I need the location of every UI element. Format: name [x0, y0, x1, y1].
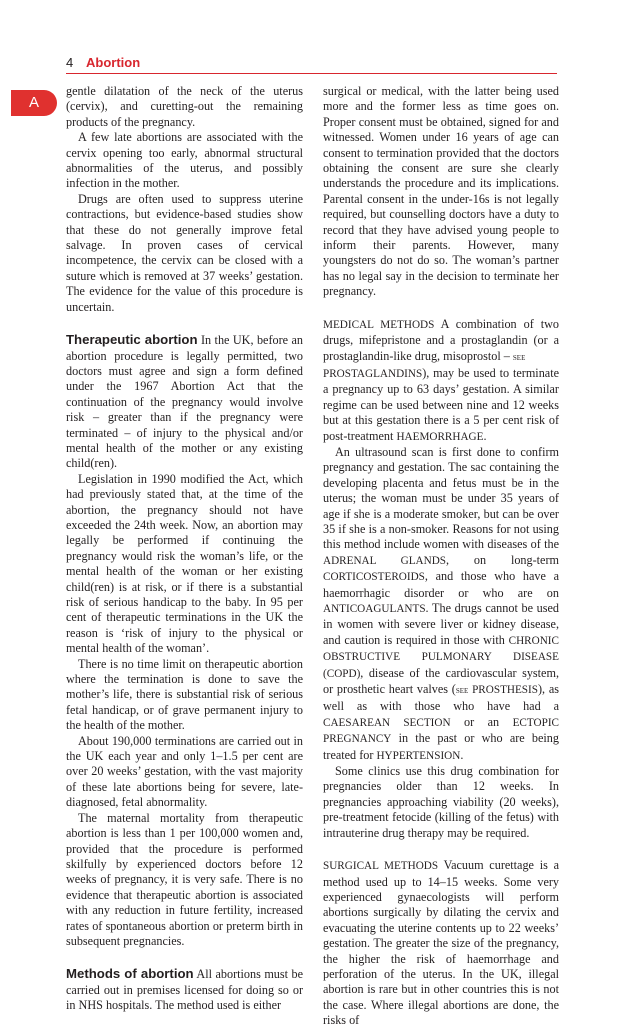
paragraph: The maternal mortality from therapeutic abortion is less than 1 per 100,000 women and, provided that the procedure is performed skilfully by experienced doctors before 12 weeks of pregnancy, it is very safe. There is no evidence that therapeutic abortion is associated with any reduction in future fertility, increased rates of spontaneous abortion or preterm birth in subsequent pregnancies.	[66, 810, 303, 948]
subheading-medical-methods: MEDICAL METHODS	[323, 318, 435, 331]
cross-reference: HAEMORRHAGE	[396, 430, 484, 443]
paragraph: A few late abortions are associated with the cervix opening too early, abnormal structural abnormalities of the uterus, and possibly infection in the mother.	[66, 130, 303, 191]
cross-reference: ADRENAL GLANDS	[323, 554, 447, 567]
paragraph: gentle dilatation of the neck of the uterus (cervix), and curetting-out the remaining products of the pregnancy.	[66, 84, 303, 129]
cross-reference: CAESAREAN SECTION	[323, 716, 451, 729]
paragraph: Methods of abortion All abortions must be carried out in premises licensed for doing so or in NHS hospitals. The method used is either	[66, 966, 304, 1013]
paragraph: SURGICAL METHODS Vacuum curettage is a method used up to 14–15 weeks. Some very experienced gynaecologists will perform abortions surgically by dilating the cervix and evacuating the uterine contents up to 22 weeks’ gestation. The greater the size of the pregnancy, the higher the risk of haemorrhage and perforation of the uterus. In the UK, illegal abortion is rare but in other countries this is not the case. Where illegal abortions are done, the risks of	[323, 858, 559, 1028]
paragraph: There is no time limit on therapeutic abortion where the termination is done to save the mother’s life, there is substantial risk of serious fetal handicap, or of grave permanent injury to the health of the mother.	[66, 656, 303, 733]
left-column	[66, 84, 303, 1014]
cross-reference: CORTICOSTEROIDS	[323, 571, 425, 584]
right-column	[323, 84, 559, 1029]
page-number: 4	[66, 55, 74, 70]
section-heading-therapeutic: Therapeutic abortion	[66, 332, 198, 348]
page-header	[66, 53, 557, 74]
cross-reference: ECTOPIC PREGNANCY	[323, 716, 560, 746]
subheading-surgical-methods: SURGICAL METHODS	[323, 860, 439, 873]
section-letter-tab: A	[11, 90, 57, 116]
cross-reference: CHRONIC OBSTRUCTIVE PULMONARY DISEASE (COPD)	[323, 634, 559, 680]
paragraph: surgical or medical, with the latter being used more and the former less as time goes on. Proper consent must be obtained, signed for and witnessed. Women under 16 years of age can consent to termination provided that the doctors obtaining the consent are sure she clearly understands the procedure and its implications. Parental consent in the under-16s is not legally required, but counselling doctors have a duty to record that they have advised young people to inform their parents. However, many youngsters do not do so. The woman’s partner has no legal say in the decision to terminate her pregnancy.	[323, 84, 559, 299]
paragraph: Therapeutic abortion In the UK, before an abortion procedure is legally permitted, two doctors must agree and sign a form defined under the 1967 Abortion Act that the continuation of the pregnancy would involve risk – greater than if the pregnancy were terminated – of injury to the physical and/or mental health of the mother or any existing child(ren).	[66, 332, 304, 471]
cross-reference: PROSTAGLANDINS	[323, 367, 423, 380]
paragraph: MEDICAL METHODS A combination of two drugs, mifepristone and a prostaglandin (or a prostaglandin-like drug, misoprostol – see PROSTAGLANDINS), may be used to terminate a pregnancy up to 63 days’ gestation. A similar regime can be used between nine and 12 weeks but at this gestation there is a 5 per cent risk of post-treatment HAEMORRHAGE.	[323, 316, 559, 443]
section-heading-methods: Methods of abortion	[66, 966, 194, 982]
running-head: Abortion	[86, 55, 141, 70]
cross-reference: ANTICOAGULANTS	[323, 603, 426, 615]
cross-reference: HYPERTENSION	[376, 749, 461, 762]
cross-reference: PROSTHESIS	[472, 684, 538, 697]
paragraph: Some clinics use this drug combination for pregnancies older than 12 weeks. In pregnancies approaching viability (20 weeks), pre-treatment fetocide (killing of the fetus) with intrauterine drug therapy may be required.	[323, 764, 559, 840]
see-reference: see	[512, 352, 526, 363]
see-reference: see	[455, 686, 469, 697]
paragraph: An ultrasound scan is first done to confirm pregnancy and gestation. The sac containing the developing placenta and fetus must be in the uterus; the woman must be under 35 years of age if she is a moderate smoker, but can be over 35 if she is a non-smoker. Reasons for not using this method include women with diseases of the ADRENAL GLANDS, on long-term CORTICOSTEROIDS, and those who have a haemorrhagic disorder or who are on ANTICOAGULANTS. The drugs cannot be used in women with severe liver or kidney disease, and caution is required in those with CHRONIC OBSTRUCTIVE PULMONARY DISEASE (COPD), disease of the cardiovascular system, or prosthetic heart valves (see PROSTHESIS), as well as with those who have had a CAESAREAN SECTION or an ECTOPIC PREGNANCY in the past or who are being treated for HYPERTENSION.	[323, 444, 560, 762]
paragraph: About 190,000 terminations are carried out in the UK each year and only 1–1.5 per cent are over 20 weeks’ gestation, with the vast majority of these late abortions being for severe, late-diagnosed, fetal abnormality.	[66, 733, 303, 810]
paragraph: Legislation in 1990 modified the Act, which had previously stated that, at the time of the abortion, the pregnancy should not have exceeded the 24th week. Now, an abortion may legally be performed if continuing the pregnancy would risk the woman’s life, or the mental health of the woman or her existing child(ren) is at risk, or if there is a substantial risk of serious handicap to the baby. In 95 per cent of therapeutic terminations in the UK the reason is ‘risk of injury to the physical or mental health of the woman’.	[66, 471, 303, 656]
paragraph: Drugs are often used to suppress uterine contractions, but evidence-based studies show that these do not generally improve fetal salvage. In proven cases of cervical incompetence, the cervix can be closed with a suture which is removed at 37 weeks’ gestation. The evidence for the value of this procedure is uncertain.	[66, 191, 303, 314]
